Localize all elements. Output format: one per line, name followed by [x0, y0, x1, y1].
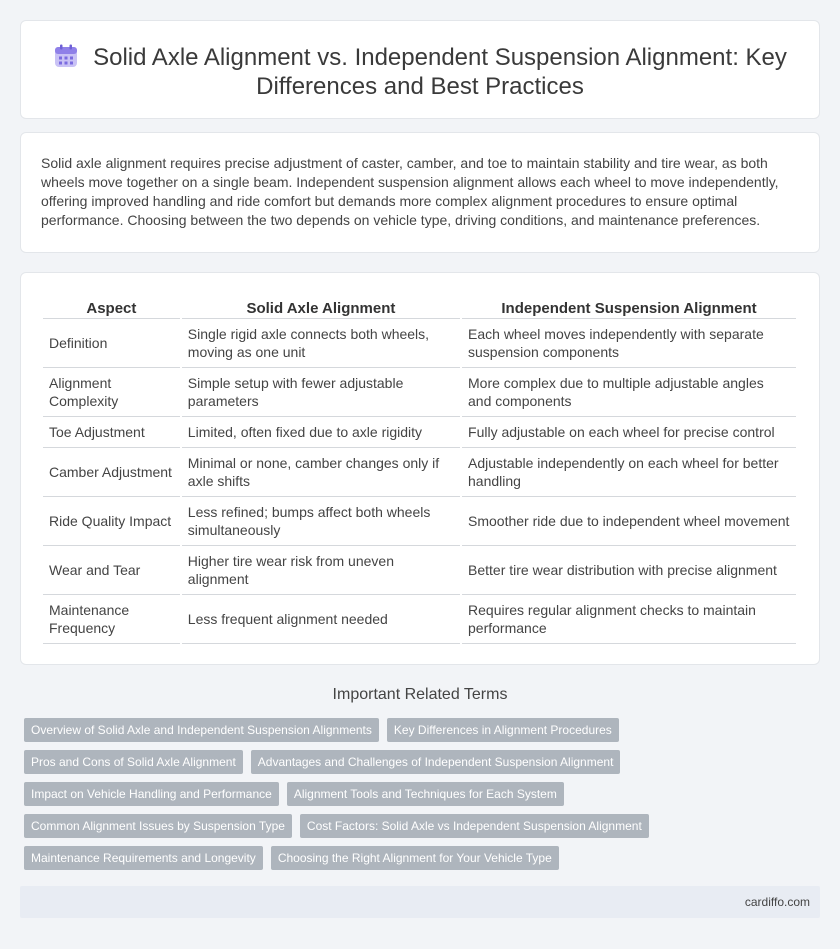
related-term-tag[interactable]: Pros and Cons of Solid Axle Alignment — [24, 750, 243, 774]
table-cell: Single rigid axle connects both wheels, moving as one unit — [182, 319, 460, 368]
table-cell: Toe Adjustment — [43, 417, 180, 448]
table-cell: Camber Adjustment — [43, 448, 180, 497]
table-cell: Maintenance Frequency — [43, 595, 180, 644]
related-term-tag[interactable]: Maintenance Requirements and Longevity — [24, 846, 263, 870]
title-card — [20, 20, 820, 119]
table-cell: Smoother ride due to independent wheel movement — [462, 497, 796, 546]
table-row — [43, 546, 796, 595]
table-header-row — [43, 295, 796, 319]
comparison-table — [41, 295, 798, 644]
table-row — [43, 595, 796, 644]
related-term-tag[interactable]: Advantages and Challenges of Independent Suspension Alignment — [251, 750, 621, 774]
page-title: Solid Axle Alignment vs. Independent Suspension Alignment: Key Differences and Best Practices — [93, 44, 787, 100]
table-row — [43, 368, 796, 417]
table-cell: Less frequent alignment needed — [182, 595, 460, 644]
related-term-tag[interactable]: Overview of Solid Axle and Independent Suspension Alignments — [24, 718, 379, 742]
table-cell: Limited, often fixed due to axle rigidity — [182, 417, 460, 448]
summary-card — [20, 132, 820, 253]
calendar-icon — [53, 43, 79, 69]
table-row — [43, 448, 796, 497]
related-term-tag[interactable]: Cost Factors: Solid Axle vs Independent Suspension Alignment — [300, 814, 649, 838]
header-aspect: Aspect — [43, 295, 180, 319]
table-cell: Ride Quality Impact — [43, 497, 180, 546]
related-term-tag[interactable]: Alignment Tools and Techniques for Each System — [287, 782, 564, 806]
table-cell: Minimal or none, camber changes only if axle shifts — [182, 448, 460, 497]
table-cell: Alignment Complexity — [43, 368, 180, 417]
table-cell: Each wheel moves independently with separate suspension components — [462, 319, 796, 368]
summary-text: Solid axle alignment requires precise adjustment of caster, camber, and toe to maintain stability and tire wear, as both wheels move together on a single beam. Independent suspension alignment allows each wheel to move independently, offering improved handling and ride comfort but demands more complex alignment procedures to ensure optimal performance. Choosing between the two depends on vehicle type, driving conditions, and maintenance preferences. — [41, 155, 779, 228]
table-cell: Better tire wear distribution with precise alignment — [462, 546, 796, 595]
header-independent: Independent Suspension Alignment — [462, 295, 796, 319]
related-term-tag[interactable]: Choosing the Right Alignment for Your Vehicle Type — [271, 846, 559, 870]
table-cell: Simple setup with fewer adjustable parameters — [182, 368, 460, 417]
related-term-tag[interactable]: Common Alignment Issues by Suspension Type — [24, 814, 292, 838]
comparison-card — [20, 272, 820, 665]
table-cell: Higher tire wear risk from uneven alignment — [182, 546, 460, 595]
footer — [20, 886, 820, 918]
related-terms-heading: Important Related Terms — [332, 686, 508, 703]
related-term-tag[interactable]: Impact on Vehicle Handling and Performance — [24, 782, 279, 806]
table-cell: Definition — [43, 319, 180, 368]
table-cell: Fully adjustable on each wheel for precise control — [462, 417, 796, 448]
table-row — [43, 319, 796, 368]
table-cell: Requires regular alignment checks to maintain performance — [462, 595, 796, 644]
table-cell: Less refined; bumps affect both wheels simultaneously — [182, 497, 460, 546]
table-cell: Wear and Tear — [43, 546, 180, 595]
related-term-tag[interactable]: Key Differences in Alignment Procedures — [387, 718, 619, 742]
table-row — [43, 417, 796, 448]
footer-site-link[interactable]: cardiffo.com — [744, 895, 810, 909]
table-row — [43, 497, 796, 546]
related-terms-list — [24, 718, 824, 870]
header-solid-axle: Solid Axle Alignment — [182, 295, 460, 319]
table-cell: More complex due to multiple adjustable angles and components — [462, 368, 796, 417]
table-cell: Adjustable independently on each wheel for better handling — [462, 448, 796, 497]
